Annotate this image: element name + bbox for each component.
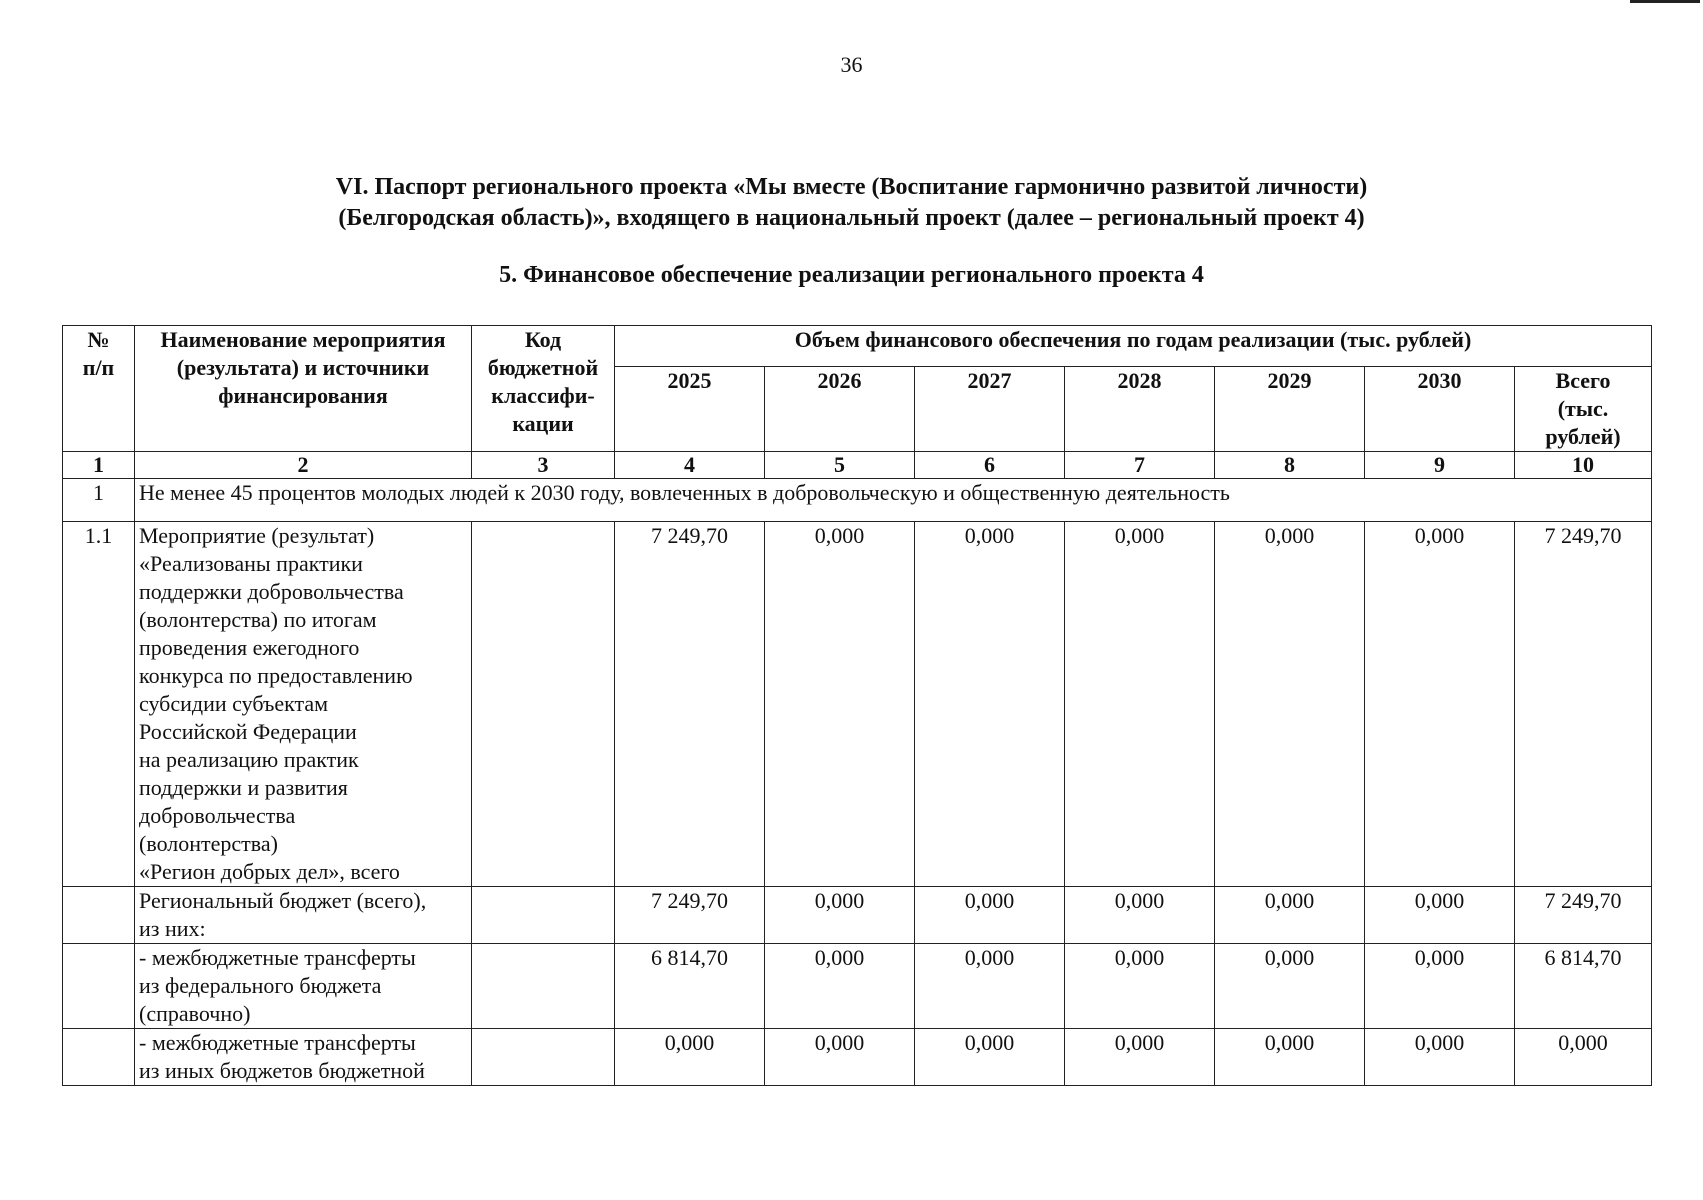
header-num-line: № — [87, 327, 110, 352]
header-code — [472, 326, 615, 452]
column-number: 2 — [135, 452, 472, 479]
row-name — [135, 1029, 472, 1086]
row-name-line: конкурса по предоставлению — [139, 663, 413, 688]
column-number: 4 — [615, 452, 765, 479]
header-num-line: п/п — [82, 355, 115, 380]
value-2030: 0,000 — [1365, 522, 1515, 887]
section-title-line: (Белгородская область)», входящего в национальный проект (далее – региональный проект 4) — [338, 205, 1365, 231]
value-2026: 0,000 — [765, 887, 915, 944]
column-number: 3 — [472, 452, 615, 479]
row-name-line: из них: — [139, 916, 206, 941]
header-code-line: Код — [524, 327, 562, 352]
column-number: 7 — [1065, 452, 1215, 479]
value-2029: 0,000 — [1215, 522, 1365, 887]
row-num: 1.1 — [63, 522, 135, 887]
value-2028: 0,000 — [1065, 944, 1215, 1029]
row-code — [472, 944, 615, 1029]
value-2025: 7 249,70 — [615, 887, 765, 944]
value-2026: 0,000 — [765, 1029, 915, 1086]
value-2030: 0,000 — [1365, 1029, 1515, 1086]
header-total-line: (тыс. — [1557, 396, 1609, 421]
header-year-2027: 2027 — [915, 367, 1065, 452]
header-year-2026: 2026 — [765, 367, 915, 452]
row-name-line: поддержки добровольчества — [139, 579, 404, 604]
row-num — [63, 1029, 135, 1086]
goal-row — [63, 479, 1652, 522]
header-total-line: Всего — [1555, 368, 1611, 393]
table-row — [63, 1029, 1652, 1086]
column-number: 10 — [1515, 452, 1652, 479]
financing-table — [62, 325, 1652, 1086]
header-year-2029: 2029 — [1215, 367, 1365, 452]
column-number: 8 — [1215, 452, 1365, 479]
row-name-line: - межбюджетные трансферты — [139, 945, 416, 970]
row-name-line: Мероприятие (результат) — [139, 523, 375, 548]
section-title-line: VI. Паспорт регионального проекта «Мы вместе (Воспитание гармонично развитой личности) — [335, 174, 1368, 200]
header-year-2030: 2030 — [1365, 367, 1515, 452]
corner-scan-mark — [1630, 0, 1700, 3]
row-name-line: (справочно) — [139, 1001, 251, 1026]
header-name-line: (результата) и источники — [176, 355, 430, 380]
row-name-line: на реализацию практик — [139, 747, 359, 772]
header-year-2025: 2025 — [615, 367, 765, 452]
row-name — [135, 887, 472, 944]
value-2026: 0,000 — [765, 944, 915, 1029]
value-2028: 0,000 — [1065, 522, 1215, 887]
table-row — [63, 887, 1652, 944]
header-code-line: бюджетной — [487, 355, 599, 380]
value-2030: 0,000 — [1365, 887, 1515, 944]
table-row — [63, 522, 1652, 887]
header-code-line: кации — [512, 411, 574, 436]
row-name — [135, 944, 472, 1029]
header-num — [63, 326, 135, 452]
value-2027: 0,000 — [915, 944, 1065, 1029]
row-code — [472, 887, 615, 944]
value-total: 7 249,70 — [1515, 522, 1652, 887]
value-2029: 0,000 — [1215, 887, 1365, 944]
value-total: 7 249,70 — [1515, 887, 1652, 944]
header-name — [135, 326, 472, 452]
row-name-line: Российской Федерации — [139, 719, 357, 744]
value-2028: 0,000 — [1065, 887, 1215, 944]
row-name-line: Региональный бюджет (всего), — [139, 888, 427, 913]
row-name-line: «Реализованы практики — [139, 551, 363, 576]
header-code-line: классифи- — [491, 383, 595, 408]
row-name-line: «Регион добрых дел», всего — [139, 859, 400, 884]
header-year-2028: 2028 — [1065, 367, 1215, 452]
value-2026: 0,000 — [765, 522, 915, 887]
row-num — [63, 887, 135, 944]
value-2027: 0,000 — [915, 887, 1065, 944]
value-2030: 0,000 — [1365, 944, 1515, 1029]
row-name-line: из иных бюджетов бюджетной — [139, 1058, 425, 1083]
row-code — [472, 1029, 615, 1086]
row-code — [472, 522, 615, 887]
column-number: 5 — [765, 452, 915, 479]
row-name-line: из федерального бюджета — [139, 973, 382, 998]
row-name-line: добровольчества — [139, 803, 296, 828]
header-name-line: финансирования — [218, 383, 388, 408]
value-2029: 0,000 — [1215, 944, 1365, 1029]
goal-num: 1 — [63, 479, 135, 522]
header-volume: Объем финансового обеспечения по годам реализации (тыс. рублей) — [615, 326, 1652, 367]
value-2029: 0,000 — [1215, 1029, 1365, 1086]
value-2027: 0,000 — [915, 1029, 1065, 1086]
page-number: 36 — [840, 52, 863, 77]
header-total — [1515, 367, 1652, 452]
row-name — [135, 522, 472, 887]
column-number: 1 — [63, 452, 135, 479]
row-name-line: (волонтерства) по итогам — [139, 607, 377, 632]
value-total: 6 814,70 — [1515, 944, 1652, 1029]
row-num — [63, 944, 135, 1029]
header-name-line: Наименование мероприятия — [160, 327, 446, 352]
value-2025: 0,000 — [615, 1029, 765, 1086]
row-name-line: - межбюджетные трансферты — [139, 1030, 416, 1055]
section-title — [120, 172, 1583, 234]
row-name-line: (волонтерства) — [139, 831, 278, 856]
value-2025: 6 814,70 — [615, 944, 765, 1029]
row-name-line: поддержки и развития — [139, 775, 348, 800]
header-total-line: рублей) — [1545, 424, 1621, 449]
row-name-line: субсидии субъектам — [139, 691, 329, 716]
column-number: 6 — [915, 452, 1065, 479]
row-name-line: проведения ежегодного — [139, 635, 360, 660]
value-2027: 0,000 — [915, 522, 1065, 887]
value-2025: 7 249,70 — [615, 522, 765, 887]
subsection-title: 5. Финансовое обеспечение реализации регионального проекта 4 — [499, 262, 1204, 288]
goal-text: Не менее 45 процентов молодых людей к 2030 году, вовлеченных в добровольческую и общественную деятельность — [135, 479, 1652, 522]
column-number: 9 — [1365, 452, 1515, 479]
value-total: 0,000 — [1515, 1029, 1652, 1086]
table-row — [63, 944, 1652, 1029]
value-2028: 0,000 — [1065, 1029, 1215, 1086]
